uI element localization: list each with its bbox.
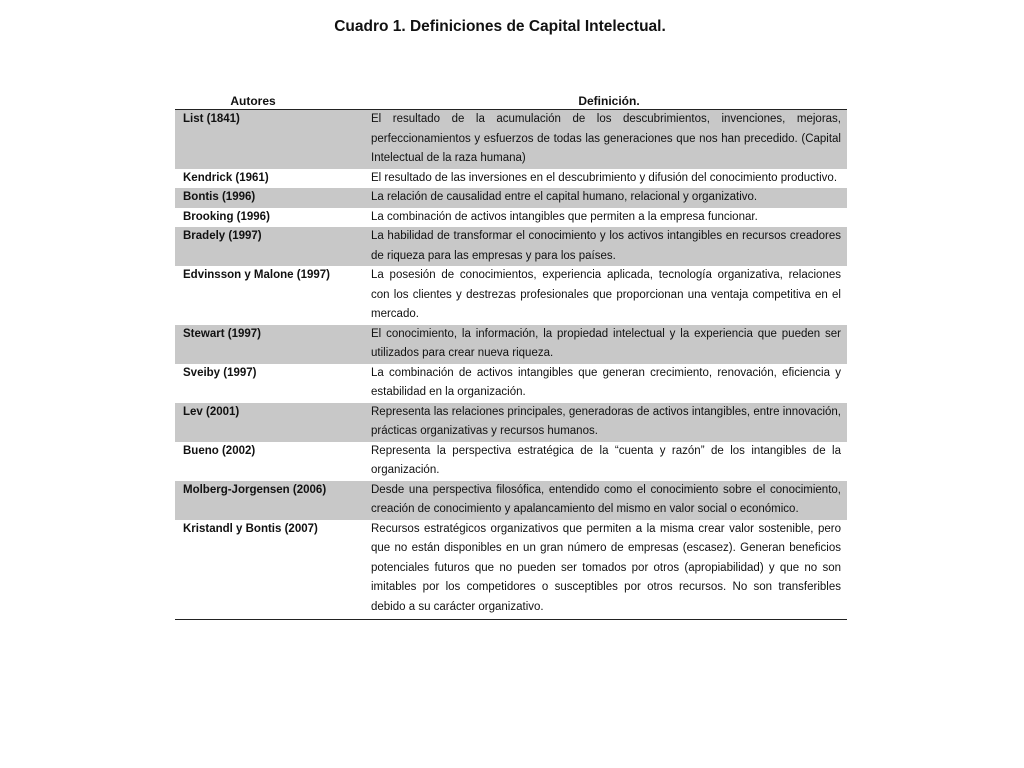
definition-cell: Representa la perspectiva estratégica de la “cuenta y razón” de los intangibles de la organización. bbox=[371, 444, 841, 476]
author-cell: Bradely (1997) bbox=[175, 227, 371, 266]
table-row bbox=[175, 481, 847, 520]
table-row bbox=[175, 169, 847, 189]
definition-cell: El resultado de la acumulación de los descubrimientos, invenciones, mejoras, perfeccionamientos y esfuerzos de todas las generaciones que nos han precedido. (Capital Intelectual de la raza humana) bbox=[371, 110, 847, 169]
author-cell: Bueno (2002) bbox=[183, 444, 256, 457]
table-row bbox=[175, 208, 847, 228]
table-row bbox=[175, 227, 847, 266]
table-row bbox=[175, 188, 847, 208]
definition-cell: La posesión de conocimientos, experiencia aplicada, tecnología organizativa, relaciones con los clientes y destrezas profesionales que proporcionan una ventaja competitiva en el mercado. bbox=[371, 269, 841, 320]
table-row bbox=[175, 266, 847, 325]
definition-cell: La combinación de activos intangibles que generan crecimiento, renovación, eficiencia y estabilidad en la organización. bbox=[371, 366, 841, 398]
author-cell: Molberg-Jorgensen (2006) bbox=[175, 481, 371, 520]
definition-cell: Representa las relaciones principales, generadoras de activos intangibles, entre innovación, prácticas organizativas y recursos humanos. bbox=[371, 403, 847, 442]
author-cell: Kristandl y Bontis (2007) bbox=[175, 520, 371, 620]
author-cell: Bontis (1996) bbox=[175, 188, 371, 208]
author-cell: Sveiby (1997) bbox=[183, 366, 257, 379]
author-cell: Edvinsson y Malone (1997) bbox=[183, 269, 330, 281]
table-row bbox=[175, 325, 847, 364]
header-authors: Autores bbox=[175, 88, 371, 110]
definition-cell: La relación de causalidad entre el capital humano, relacional y organizativo. bbox=[371, 188, 847, 208]
table-caption: Cuadro 1. Definiciones de Capital Intelectual. bbox=[334, 18, 666, 35]
definition-cell: Desde una perspectiva filosófica, entendido como el conocimiento sobre el conocimiento, creación de conocimiento y apalancamiento del mismo en valor social o económico. bbox=[371, 481, 847, 520]
definition-cell: La combinación de activos intangibles que permiten a la empresa funcionar. bbox=[371, 210, 758, 223]
table-row bbox=[175, 403, 847, 442]
definition-cell: El resultado de las inversiones en el descubrimiento y difusión del conocimiento productivo. bbox=[371, 171, 838, 184]
author-cell: Lev (2001) bbox=[175, 403, 371, 442]
author-cell: List (1841) bbox=[175, 110, 371, 169]
author-cell: Stewart (1997) bbox=[175, 325, 371, 364]
author-cell: Brooking (1996) bbox=[183, 210, 270, 223]
author-cell: Kendrick (1961) bbox=[183, 171, 269, 184]
table-header-row bbox=[175, 88, 847, 110]
definitions-table bbox=[175, 88, 847, 620]
definition-cell: La habilidad de transformar el conocimiento y los activos intangibles en recursos creadores de riqueza para las empresas y para los países. bbox=[371, 227, 847, 266]
table-row bbox=[175, 520, 847, 620]
table-row bbox=[175, 364, 847, 403]
definition-cell: Recursos estratégicos organizativos que permiten a la misma crear valor sostenible, pero que no están disponibles en un gran número de empresas (escasez). Generan beneficios potenciales futuros que no pueden ser tomados por otros (apropiabilidad) y que no son imitables por los competidores o susceptibles por otros recursos. No son transferibles debido a su carácter organizativo. bbox=[371, 520, 847, 620]
header-definition: Definición. bbox=[371, 88, 847, 110]
definition-cell: El conocimiento, la información, la propiedad intelectual y la experiencia que pueden ser utilizados para crear nueva riqueza. bbox=[371, 325, 847, 364]
table-row bbox=[175, 110, 847, 169]
table-row bbox=[175, 442, 847, 481]
